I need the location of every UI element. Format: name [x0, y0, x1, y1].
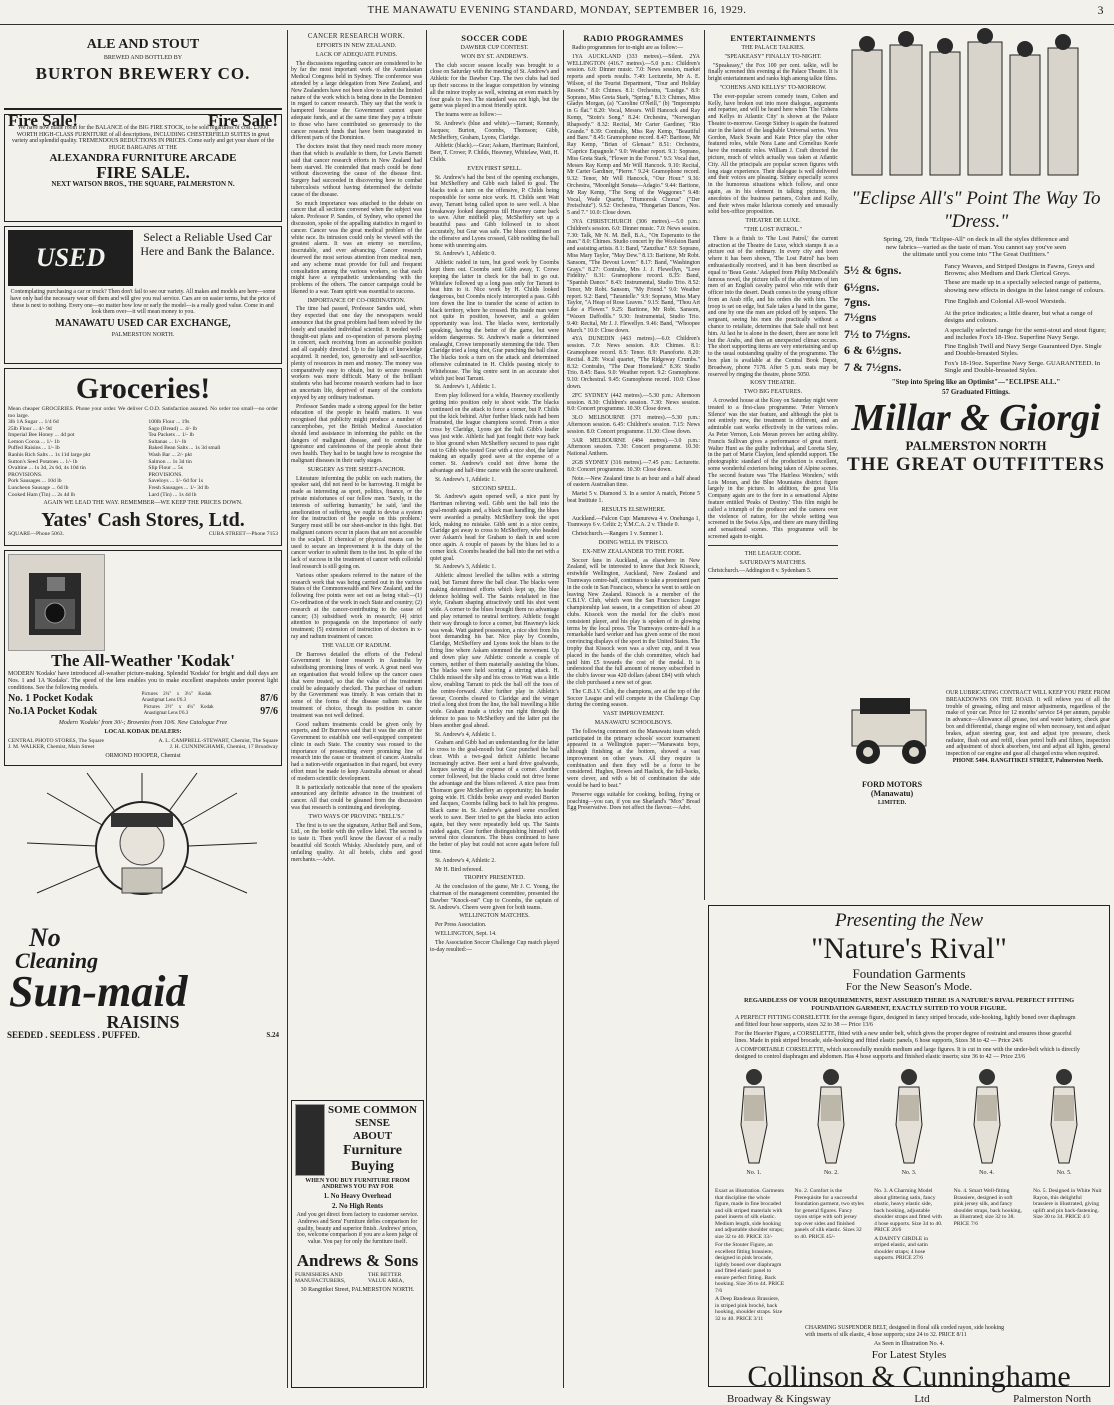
radio-paragraphs-b: [567, 491, 700, 505]
furniture-brand: Andrews & Sons: [296, 1250, 419, 1270]
radio-paragraphs-d: [567, 558, 700, 710]
eclipse-title: "Eclipse All's" Point The Way To "Dress.": [851, 188, 1101, 232]
paragraph: Mr H. Bird refereed.: [435, 866, 483, 873]
kodak-model-2: [8, 705, 278, 718]
kodak-body: MODERN 'Kodaks' have introduced all-weather picture-making. Splendid 'Kodaks' for bright and dull days are Nos. 1 and 1A 'Kodaks'. The speed of the lens enables you to make excellent snapshots under poorest light conditions. See the following models.: [8, 671, 278, 691]
price-description: Fine English Twill and Navy Serge Guaranteed Dye. Single and Double-breasted Styles.: [944, 343, 1102, 358]
rival-a2: Ltd: [914, 1392, 930, 1405]
ford-brand: FORD MOTORS (Manawatu): [861, 780, 923, 798]
soccer-subhead-5: TROPHY PRESENTED.: [464, 875, 525, 882]
price-line: PROVISIONS.: [148, 471, 183, 478]
paragraph: 3YA CHRISTCHURCH (306 metres).—5.0 p.m.: Children's session. 6.0: Dinner music. 7.0: News session. 7.30: Talk, Mr N. M. Bell, B.A., "On Esperanto to the man." 8.0: Chimes. Studio concert by the Woolston Band and assisting artists. 8.1: Band, "Zanzibar." 8.9: Soprano, Miss Mary Taylor, "May Dew." 8.13: Baritone, Mr Robt. Sansom, "The Devout Lover." 8.17: Band, "Washington Grays." 8.27: Contralto, Mrs J. J. Flewellyn, "Love Fidelity." 8.31: Gramophone record. 8.35: Band, "Spanish Dance." 8.43: Instrumental, Studio Trio. 8.52: Tenor, Mr Robt. Sansom, "My Friend." 9.0: Weather report. 9.2: Band, "Tarantelle." 9.9: Soprano, Miss Mary Taylor, "A Heap of Rose Leaves." 9.15: Band, "Thou Art Like a Flower." 9.25: Baritone, Mr Robt. Sansom, "Waxen Daffodils." 9.30: Instrumental, Studio Trio. 9.40: Recital, Mr J. J. Flewellyn. 9.46: Band, "Whoopee March." 10.0: Close down.: [567, 218, 700, 334]
price-row: [844, 343, 1108, 358]
man-illustration: [295, 1104, 325, 1176]
dealer-1: CENTRAL PHOTO STORES, The Square: [8, 737, 104, 744]
price-row: [844, 263, 1108, 278]
millar-slogan: THE GREAT OUTFITTERS: [847, 454, 1105, 476]
figure-illustration: [884, 1065, 934, 1185]
paragraph: St. Andrew's 1, Athletic 1.: [435, 384, 496, 391]
cancer-column: [291, 30, 422, 1090]
rival-desc-col-5: [1033, 1188, 1103, 1322]
soccer-subhead-3: EVEN FIRST SPELL.: [467, 165, 522, 172]
paragraph: 2FC SYDNEY (442 metres).—5.30 p.m.: Afternoon session. 8.30: Children's session. 7.30: News session. 8.0: Concert programme. 10.30: Close down.: [567, 392, 700, 413]
sunmaid-tagline-row: [7, 1029, 279, 1040]
kodak-model-2-spec: Pictures 2½" x 4¼" Kodak Anastigmat Lens f/6.3: [143, 705, 214, 716]
sunmaid-cleaning: Cleaning: [15, 947, 99, 973]
paragraph: The doctors insist that they need much more money than that which is available to them, for Lewis Barnett said that cancer research efforts in New Zealand had been starved. He contended that much could be done without discovering the cause of the disease first. Surgery had succeeded in discovering how to combat tuberculosis without having determined the definite cause of the disease.: [291, 144, 422, 198]
rival-d4: No. 4. Smart Well-fitting Brassiere, designed in soft pink jersey silk, and fancy shoulder straps, back hooking, as illustrated; size 32 to 38. PRICE 7/6: [953, 1188, 1022, 1227]
eclipse-intro: Spring, '29, finds "Eclipse-All" on deck in all the styles difference and new fabrics—varied as the taste of man. You cannot say you've seen the ultimate until you come into "The Great Outfitters.": [883, 236, 1069, 259]
groceries-contact: [8, 531, 278, 538]
rival-seen: As Seen in Illustration No. 4.: [873, 1340, 945, 1347]
sunmaid-brand: Sun-maid: [9, 966, 188, 1016]
kodak-ad: [4, 550, 282, 766]
paragraph: The club soccer season locally was brought to a close on Saturday with the meeting of St. Andrew's and Athletic for the Dawber Cup. The two clubs had tied up their success in the league competition by winning all the minor trophy as well, winning an even match by four goals to two. The standard was not high, but the game was played in a most friendly spirit.: [430, 62, 559, 110]
dealer-3: J. M. WALKER, Chemist, Main Street: [8, 744, 95, 751]
paragraph: Auckland.—Falcon Cup: Manurewa 4 v. Onehunga 1, Tramways 6 v. Celtic 2; Y.M.C.A. 2 v. Thistle 0.: [567, 515, 700, 529]
eclipse-price-list: [844, 263, 1108, 375]
rival-figures: [715, 1065, 1103, 1185]
used-cars-logo: USED Cars: [8, 230, 133, 286]
price-line: Ranhis Rich Salts ... 1s 11d large pkt: [8, 451, 91, 458]
cancer-paragraphs-5: [291, 823, 422, 864]
ford-copy: [942, 690, 1110, 808]
paragraph: WELLINGTON, Sept. 14.: [435, 931, 497, 938]
paragraph: The teams were as follow:—: [435, 112, 502, 119]
rival-l2: For the Heavier Figure, a CORSELETTE, fitted with a new under belt, which gives the proper degree of restraint and ensures those graceful lines. Made in pink striped brocade, side-hooking and fitted elastic panels, 6 hose supports, Sizes 38 to 42 — Price 24/6: [735, 1031, 1072, 1044]
figure-label: No. 1.: [746, 1170, 762, 1176]
radio-subhead-2: DOING WELL IN 'FRISCO.: [598, 539, 669, 546]
kodak-model-2-price: 97/6: [260, 706, 278, 717]
furniture-l1: SOME COMMON SENSE: [328, 1104, 417, 1129]
ford-illustration-block: [842, 690, 942, 808]
price-row: [844, 279, 1108, 294]
radio-subhead-2b: EX-NEW ZEALANDER TO THE FORE.: [582, 548, 685, 555]
paragraph: St. Andrew's 3, Athletic 1.: [435, 564, 496, 571]
cancer-head: CANCER RESEARCH WORK.: [307, 33, 406, 40]
price-line: Tea Packets ... 1/- lb: [148, 432, 194, 439]
groceries-headline: Groceries!: [75, 372, 211, 405]
price-line: Sago (Bread) ... 4/- lb: [148, 425, 198, 432]
rival-figures-row: [715, 1065, 1103, 1185]
league-box: [708, 545, 838, 579]
used-cars-body: Contemplating purchasing a car or truck? Then don't fail to see our variety. All makes and models are here—some have only had the necessary wear off them and will give you real service. Cars are on easier terms, but the price of these is next to nothing. Every one—no matter how low or early the model—is a really good value. Come in and look them over—it will mean money to you.: [10, 289, 276, 316]
paragraph: Athletic (black).—Grar; Askam, Harriman; Rainford, Beer, T. Crowe; P. Childs, Heavney, Whitelaw, Watt, H. Childs.: [430, 143, 559, 163]
price-label: 6½gns.: [844, 279, 880, 294]
paragraph: St. Andrew's had the best of the opening exchanges, but McSheffery and Gibb each failed to goal. The blacks took a turn on the offensive, P. Childs being responsible for some nice work. H. Childs sent Watt away, Tarrant being called upon to save well. A blue breakaway looked dangerous till Heavney came back to save. After midfield play, McSheffery set up a beautiful pass and Gibb followed in to shoot accurately, but Grar was safe. The blues continued on the offensive and Lyons crossed, Gibb nodding the ball home with unerring aim.: [430, 174, 559, 249]
price-line: Sultanas ... 1/- lb: [148, 438, 187, 445]
price-line: Salmon ... 1s 3d tin: [148, 458, 192, 465]
price-description: These are made up in a specially selected range of patterns, showing new effects in designs in the latest range of colours.: [944, 279, 1105, 294]
paragraph: It is particularly noticeable that none of the speakers announced any definite advance in the treatment of cancer. All that could be gleaned from the discussion was that research is continuing and developing.: [291, 784, 422, 812]
ale-brand: BURTON BREWERY CO.: [35, 63, 251, 83]
soccer-subhead-4: SECOND SPELL.: [472, 485, 517, 492]
paragraph: The time had passed, Professor Sandes said, when they expected that one day the newspapers would announce that the great problem had been solved by the lonely and unaided individual scientist. It needed well-thought-out plans and co-operation of persons playing in concert, each receiving from an accessible position and all capably directed. Up to the light of knowledge acquired. It needed, too, generosity and self-sacrifice, plenty of resources in men and money. The money was comparatively easy to obtain, but to secure research workers was more difficult. Many of the brilliant students who had become research workers had to face an uncertain life, deprived of many of the comforts enjoyed by any ordinary tradesman.: [291, 306, 422, 401]
rival-a3: Palmerston North: [1013, 1392, 1091, 1405]
soccer-paragraphs-4: [430, 884, 559, 911]
price-line: PROVISIONS.: [8, 471, 43, 478]
fire-addr: NEXT WATSON BROS., THE SQUARE, PALMERSTON N.: [51, 179, 235, 188]
paragraph: At the conclusion of the game, Mr J. C. Young, the chairman of the management committee, presented the Dawber "Knock-out" Cup to Coombs, the captain of St. Andrew's. Cheers were given for both teams.: [430, 884, 559, 911]
sunmaid-product: RAISINS: [106, 1011, 180, 1032]
furniture-item-1: 1. No Heavy Overhead: [323, 1192, 392, 1200]
rival-address-row: [727, 1393, 1091, 1405]
price-line: Saveloys ... 1/- 6d for 1s: [148, 478, 204, 485]
paragraph: Preserve eggs suitable for cooking, boiling, frying or poaching—you can, if you use Sharland's "Mox" Bread Egg Preservative. Does not affect the flavour.—Advt.: [567, 791, 700, 812]
entertainments-column: [708, 30, 838, 900]
groceries-contact-right: CUBA STREET—Phone 7153: [208, 530, 278, 537]
cancer-paragraphs-2: [291, 306, 422, 464]
groceries-left-list: [8, 419, 138, 498]
dealer-4: J. H. CUNNINGHAME, Chemist, 17 Broadway: [169, 744, 278, 751]
rival-d6: CHARMING SUSPENDER BELT, designed in floral silk corded rayon, side hooking with inserts of silk elastic, 4 hose supports; size 24 to 32. PRICE 8/11: [805, 1325, 1005, 1338]
paragraph: The ever-popular screen comedy team, Cohen and Kelly, have broken out into more dialogue, arguments and repartee, and will be heard here when 'The Cohens and Kellys in Atlantic City' is shown at the Palace Theatre to-morrow. George Sidney is again the featured star in the latest of the laughable Universal series. Vera Gordon, Mack Swain and Kate Price play the other featured roles, while Nora Lane and Cornelius Keefe have the romantic roles. William J. Craft directed the picture, much of which actually was taken at Atlantic City. All the principals are popular screen figures with long stage experience. Their dialogue is well delivered and their voices are pleasing. Sidney especially scores in the humorous situations which follow, and once again, as in his element in talking pictures, the anecdotes of the business partners, Cohen and Kelly, and their wives make hilarious comedy and unusually solid box-office proposition.: [708, 93, 838, 216]
paragraph: Good radium treatments could be given only by experts, and Dr Burrows said that it was the aim of the Government to establish one well-equipped competent clinic in each State. The country was roused to the importance of prosecuting every promising line of research into the cause or treatment of cancer. Australia had a nation-wide organisation in that regard, but every effort must be made to keep Australia abreast or ahead of modern scientific development.: [291, 721, 422, 782]
groceries-slogan: AGAIN WE LEAD THE WAY. REMEMBER—WE KEEP THE PRICES DOWN.: [43, 500, 243, 507]
paragraph: St. Andrew's 4, Athletic 1.: [435, 731, 496, 738]
radio-paragraphs-1: [567, 45, 700, 489]
used-cars-tag: Select a Reliable Used Car Here and Bank the Balance.: [140, 230, 275, 258]
fire-headline: Fire Sale!: [8, 111, 79, 130]
kodak-headline: The All-Weather 'Kodak': [51, 651, 235, 670]
price-line: Luncheon Sausage ... 6d lb: [8, 484, 69, 491]
paragraph: St. Andrew's 1, Athletic 1.: [435, 476, 496, 483]
soccer-paragraphs-5: [430, 922, 559, 953]
used-cars-brand: MANAWATU USED CAR EXCHANGE,: [55, 318, 231, 330]
rival-d2: No. 2. Comfort is the Prerequisite for a successful foundation garment, two styles for general figures. Fancy rayon stripe with soft jersey top over sides and finished panels of silk elastic. Sizes 32 to 40. PRICE 45/-: [794, 1188, 864, 1240]
kodak-model-1-spec: Pictures 2¼" x 3¼" Kodak Anastigmat Lens f/6.3: [141, 692, 212, 703]
figure-illustration: [729, 1065, 779, 1185]
groceries-right-list: [148, 419, 278, 498]
men-illustration: [842, 30, 1110, 180]
entertain-s4: KOSY THEATRE.: [750, 380, 796, 387]
furniture-ad: [291, 1100, 424, 1388]
ford-ltd: LIMITED.: [877, 800, 907, 806]
camera-illustration: [8, 554, 105, 651]
cancer-subhead-3: THE VALUE OF RADIUM.: [321, 642, 392, 649]
price-line: Baked Bean Salts ... 1s 3d small: [148, 445, 221, 452]
price-line: Lemon Cocoa ... 1/- 1b: [8, 438, 60, 445]
paragraph: Marist 5 v. Diamond 3. In a senior A match, Petone 5 beat Institute 1.: [567, 491, 700, 504]
price-label: 7½ to 7½gns.: [844, 326, 911, 341]
soccer-head: SOCCER CODE: [461, 33, 528, 43]
ford-phone: PHONE 5404. RANGITIKEI STREET, Palmerston North.: [952, 757, 1104, 764]
rival-latest: For Latest Styles: [871, 1348, 947, 1361]
kodak-model-2-name: No.1A Pocket Kodak: [8, 706, 98, 717]
ale-sub: BREWED AND BOTTLED BY: [103, 55, 183, 61]
price-line: Puffed Raisins ... 1/- lb: [8, 445, 60, 452]
rival-pre: Presenting the New: [834, 910, 984, 931]
radio-subhead-3b: MANAWATU SCHOOLBOYS.: [594, 719, 673, 726]
entertain-s2: "COHENS AND KELLYS" TO-MORROW.: [719, 84, 827, 91]
paragraph: The following comment on the Manawatu team which participated in the primary schools' soccer tournament appeared in a Wellington paper:—"Manawatu boys, although finishing at the bottom, showed a vast improvement on other years. All they require is combination and then they will be a force to be considered. Hughes, Dowes and Hasluck, the full-backs, were clever, and with a bit of combination the side would be hard to beat.": [567, 728, 700, 790]
price-description: Fancy Weaves, and Striped Designs in Fawns, Greys and Browns; also Medium and Dark Clerical Greys.: [944, 262, 1095, 278]
radio-paragraphs-e: [567, 729, 700, 813]
paragraph: Even play followed for a while, Heavney excellently getting into position only to shoot wide. The blacks continued on the attack to force a corner, but P. Childs put the kick behind. After further black raids had been frustrated, the league champions scored. From a nice cross by Claridge, Lyons got the ball. Gibb's leader was just wide. Athletic had just fought their way back to blue ground when McSheffery secured to pass right out to Gibb who tested Grar with a nice shot, the latter making an equally good save at the expense of a corner. St. Andrew's could not drive home the advantage and half-time came with the score unaltered.: [430, 393, 559, 475]
price-line: Lard (Tin) ... 1s 4d lb: [148, 491, 197, 498]
furniture-l2: ABOUT: [352, 1130, 393, 1142]
kodak-dealers-row-2: [8, 744, 278, 751]
radio-column: [567, 30, 700, 1388]
paragraph: St. Andrew's 1, Athletic 0.: [435, 251, 496, 258]
fire-store: ALEXANDRA FURNITURE ARCADE: [49, 151, 237, 164]
ford-text: OUR LUBRICATING CONTRACT WILL KEEP YOU FREE FROM BREAKDOWNS ON THE ROAD. It will relieve you of all the trouble of greasing, oiling and minor adjustments, regardless of the make of your car. Price for 12 months' service £4 per annum, payable in advance—Allowance all grease, test and water battery, check gear box and differential, change engine oil when necessary, test and adjust brakes, adjust steering gear, test and adjust tyre pressure, check radiator, flush out and refill, clean petrol bulb and filters, inspection and adjustment of shock absorbers, test and adjust all lights, general inspection of car engine and gear all charged extra when required.: [946, 690, 1110, 758]
fire-headlines: [8, 111, 278, 130]
paragraph: The Association Soccer Challenge Cup match played to-day resulted:—: [430, 939, 559, 953]
league-sub: SATURDAY'S MATCHES.: [739, 559, 807, 566]
furniture-foot: [295, 1272, 420, 1285]
paragraph: Dr Barrows detailed the efforts of the Federal Government to foster research in Australia by subsidising promising lines of work. A great need was an organisation that would follow up the cancer cases that were treated, so that the value of the treatment could be adequately checked. The purchase of radium by the Government was timely. It was certain that in some of the forms of the disease radium was the treatment of choice, though its position in cancer treatment was not well defined.: [291, 651, 422, 719]
entertain-s1: THE PALACE TALKIES.: [741, 45, 805, 51]
ale-ad: [4, 30, 282, 110]
price-line: Ovaltine ... 1s 3d, 2s 6d, 4s 10d tin: [8, 465, 86, 472]
left-ads-column: [4, 30, 282, 1388]
figure-illustration: [806, 1065, 856, 1185]
groceries-contact-left: SQUARE—Phone 5063.: [8, 530, 64, 537]
rival-desc-col-3: [874, 1188, 944, 1322]
entertain-paragraphs-2: [708, 94, 838, 216]
price-line: Cooked Ham (Tin) ... 2s 4d lb: [8, 491, 76, 498]
natures-rival-ad: [708, 905, 1110, 1405]
rival-d1c: A Deep Bandeaux Brassiere, in striped pink broché, back hooking, shoulder straps. Size 32 to 40. PRICE 3/11: [715, 1296, 783, 1322]
price-line: 25lb Flour ... 4/- 9d: [8, 425, 52, 432]
price-description: A specially selected range for the semi-stout and stout figure; and includes Fox's 18-19oz. Superfine Navy Serge.: [944, 326, 1107, 341]
price-description: Fine English and Colonial All-wool Worsteds.: [944, 298, 1067, 306]
kodak-model-1-price: 87/6: [260, 693, 278, 704]
ford-inner: [842, 690, 1110, 808]
figure-label: No. 4.: [979, 1170, 994, 1176]
price-label: 7gns.: [844, 294, 871, 309]
masthead-rule: [0, 24, 1114, 25]
page-number: 3: [1097, 3, 1104, 17]
groceries-intro: Mean cheaper GROCERIES. Phone your order. We deliver C.O.D. Satisfaction assured. No order too small—no order too large.: [8, 406, 278, 419]
price-line: 3lb 1A Sugar ... 1/4 6d: [8, 419, 59, 425]
ford-ad: [842, 690, 1110, 815]
paragraph: Note.—New Zealand time is an hour and a half ahead of eastern Australian time.: [567, 475, 700, 489]
entertain-head: ENTERTAINMENTS: [730, 33, 816, 43]
furniture-addr: 30 Rangitikei Street, PALMERSTON NORTH.: [300, 1286, 415, 1293]
furniture-foot-left: FURNISHERS AND MANUFACTURERS,: [295, 1271, 346, 1285]
entertain-s1b: "SPEAKEASY" FINALLY TO-NIGHT.: [724, 53, 822, 60]
figure-illustration: [1039, 1065, 1089, 1185]
cancer-sub: EFFORTS IN NEW ZEALAND.: [316, 43, 397, 49]
paragraph: There is a finish to 'The Lost Patrol,' the current attraction at the Theatre de Luxe, which stamps it as a picture out of the ordinary. In every city and town where it has been shown, 'The Lost Patrol' has been enthusiastically received, and it has been described as equal to 'Beau Geste.' Adapted from Philip McDonald's famous novel, the picture tells of the adventures of ten men of an English cavalry patrol who ride with their officer into the desert. Death comes to the young officer from an Arab rifle, and his orders die with him. The troop is set on edge, but Sale takes a hand in the game, and one by one the men are picked off by snipers. The sergeant, seeing his men die practically without a chance to retaliate, determines that Sale shall not best him. At last he is alone in the desert, there are none left but the Arabs, and then an unexpected climax occurs. The short supporting items are very entertaining and up to the usual outstanding quality of the programme. The box plan is available at the Central Book Depot, Broadway, phone 7178. After 5 p.m. seats may be reserved by ringing the theatre, phone 5050.: [708, 235, 838, 378]
rival-a1: Broadway & Kingsway: [727, 1392, 831, 1405]
millar-giorgi-ad: [842, 30, 1110, 690]
soccer-paragraphs-3: [430, 494, 559, 873]
sunmaid-no: No: [29, 922, 61, 952]
price-row: [844, 310, 1108, 325]
kodak-model-1-name: No. 1 Pocket Kodak: [8, 693, 93, 704]
soccer-sub-2: WON BY ST. ANDREW'S.: [461, 53, 528, 60]
cancer-paragraphs-3: [291, 476, 422, 641]
kodak-dealers: LOCAL KODAK DEALERS:: [104, 728, 182, 735]
kodak-top: [8, 554, 278, 651]
price-line: Pork Sausages ... 10d lb: [8, 478, 62, 485]
rival-title: "Nature's Rival": [811, 932, 1007, 965]
column-rule: [704, 30, 705, 900]
sunmaid-code: S.24: [266, 1030, 279, 1039]
rival-d1: Exact as illustration. Garments that discipline the whole figure, made in fine brocaded and silk striped materials with panel inserts of silk elastic. Medium length, side hooking and adjustable shoulder straps; size 32 to 40. PRICE 33/-: [715, 1188, 784, 1240]
cancer-subhead-4: TWO WAYS OF PROVING "BELL'S.": [308, 813, 405, 820]
entertain-s4b: TWO BIG FEATURES.: [743, 389, 803, 396]
fire-sale-label: FIRE SALE.: [96, 162, 190, 182]
price-description: At the price indicates; a little dearer, but what a range of designs and colours.: [944, 309, 1093, 325]
column-rule: [287, 30, 288, 1388]
sunmaid-tag: SEEDED . SEEDLESS . PUFFED.: [7, 1029, 140, 1040]
price-label: 7 & 7½gns.: [844, 360, 902, 375]
radio-paragraphs-c: [567, 516, 700, 538]
price-line: Sutton's Seed Potatoes ... 1/- lb: [8, 458, 78, 465]
price-line: Imperial Bee Honey ... 4d pot: [8, 432, 75, 439]
paragraph: St. Andrew's again opened well, a nice punt by Harriman relieving well. Gibb sent the ball into the goal-mouth again and, a black man handling, the blues were awarded a penalty. McSheffery took the spot kick, making no mistake. Gibb sent in a nice centre, Claridge got away to cross to McSheffery, who headed over Askam's head for Graham to dash in and score once again. A couple of passes by the blues led to a corner kick. Coombs headed the ball into the net with a quiet goal.: [430, 494, 559, 562]
price-label: 7½gns: [844, 310, 877, 325]
furniture-item-2: 2. No High Rents: [332, 1202, 383, 1210]
rival-d1b: For the Stouter Figure, an excellent fitting brassiere, designed in pink brocade, lightly boned over diaphragm and fitted elastic panel to ensure perfect fitting. Back hooking. Size 36 to 44. PRICE 7/6: [715, 1242, 785, 1294]
figure-illustration: [962, 1065, 1012, 1185]
price-line: Slip Flour ... 5s: [148, 465, 183, 472]
groceries-ad: [4, 368, 282, 546]
camera-icon: [9, 555, 104, 650]
rival-sub2: For the New Season's Mode.: [845, 981, 973, 993]
paragraph: Professor Sandes made a strong appeal for the better education of the people in health matters. It was recognised that publicity might produce a number of cancerphobes, yet the British Medical Association should lend assistance in informing the public on the dangers of malignant disease, and to combat the ignorance and carelessness of the people about their own health. They had to be taught how to recognise the malignant diseases in their early stages.: [291, 403, 422, 465]
groceries-price-lists: [8, 419, 278, 498]
radio-subhead-1: RESULTS ELSEWHERE.: [601, 506, 666, 513]
sunburst-illustration: [7, 773, 277, 923]
paragraph: Soccer fans in Auckland, as elsewhere in New Zealand, will be interested to know that Jock Kissock, erstwhile Wellington, Auckland, New Zealand and Tramways centre-half, continues to take a prominent part in the code in San Francisco, whence he went to settle on leaving New Zealand. Kissock is a member of the C.B.I.V. Club, which won the San Francisco League championship last season, in a competition of about 20 clubs. Kissock won the medal for the club's most consistent player, and his play is spoken of in glowing terms by the local press. The Tramways centre-half is a remarkable hard worker and has given some of the most convincing displays of the sport in the United States. The trophy that Kissock won was a silver cup, and it was placed in the hands of the club committee, which had paid him £5 towards the cost of the medal. It is understood that the full amount of money subscribed in the club's favour was 420 dollars (about £84) with which the club purchased a new set of gear.: [567, 557, 700, 686]
rival-desc-col-1: [715, 1188, 785, 1322]
rival-descriptions: [715, 1188, 1103, 1322]
paragraph: Literature informing the public on such matters, the speaker said, did not need to be harrowing. It might be made as interesting as sport, politics, finance, or the private misfortunes of our fellow men. 'Surely, in the interests of suffering humanity,' he said, 'and the amelioration of suffering, we ought to devise a system for the instruction of the people on this problem.' Surgery must still be our sheet-anchor in this fight. But malignant cancers occur in places that are not accessible to the scalpel. If chemical or physical means can be used to secure an improvement it is the duty of the cancer worker to submit them to the test. In spite of the lack of success in the treatment of cancer with colloidal lead research is still going on.: [291, 475, 422, 570]
figure-label: No. 5.: [1056, 1170, 1072, 1176]
paragraph: Various other speakers referred to the nature of the research work that was being carried out in the various States of the Commonwealth and New Zealand, and the following five points were set out as being vital:—(1) Co-ordination of the work in each State and country; (2) research at the cancer-contributing to the cause of cancer; (3) subsidised work in research; (4) strict attention to propaganda on the importance of early treatment; (5) extension of instruction of doctors in x-ray and radium treatment of cancer.: [291, 572, 422, 640]
column-rule: [563, 30, 564, 1388]
soccer-paragraphs-1: [430, 63, 559, 164]
cancer-subhead-1: IMPORTANCE OF CO-ORDINATION.: [307, 297, 406, 304]
paragraph: Athletic raided in turn, but good work by Coombs kept them out. Coombs sent Gibb away, T. Crowe keeping the latter in check for the ball to go out. Whitelaw followed up a long pass only for Tarrant to beat him to it. Nice work by H. Childs looked dangerous, but Coombs nicely intercepted a pass. Gibb tore down the line to transfer the scene of action to black territory, where he crossed. His inside man were not quite in position, however, and a golden opportunity was lost. The blacks were, territorially speaking, having the better of the game, but were seldom dangerous. St. Andrew's made a determined onslaught, Crowe temporarily stemming the tide. Then Claridge tried a long shot, Grar punching the ball clear. The blacks took a turn on the attack and determined offensive culminated in H. Childs passing nicely to Whitehouse. The big centre sent in an accurate shot which just beat Tarrant.: [430, 260, 559, 382]
paragraph: The first is to see the signature, Arthur Bell and Sons, Ltd., on the bottle with the yellow label. The second is to taste it. Then you'll know the flavour of a really beautiful old Scotch Whisky. Absolutely pure, and of unfailing quality. At all hotels, clubs and good merchants.—Advt.: [291, 822, 422, 863]
radio-subhead-3: VAST IMPROVEMENT.: [602, 711, 665, 718]
column-rule: [426, 30, 427, 1388]
cancer-paragraphs-1: [291, 61, 422, 296]
cancer-subhead-2: SURGERY AS THE SHEET-ANCHOR.: [307, 466, 406, 473]
paragraph: Per Press Association.: [435, 922, 487, 929]
entertain-paragraphs-4: [708, 398, 838, 541]
furniture-foot-right: THE BETTER VALUE AREA,: [368, 1271, 404, 1285]
price-line: Wash Bar ... 2/- pkt: [148, 451, 192, 458]
rival-reg: REGARDLESS OF YOUR REQUIREMENTS, REST ASSURED THERE IS A NATURE'S RIVAL PERFECT FITTING FOUNDATION GARMENT, EXACTLY SUITED TO YOUR FIGURE.: [743, 997, 1075, 1012]
rival-d5: No. 5. Designed in White Nuit Rayon, this delightful brassiere is illustrated, giving uplift and pin back-fastening. Size 30 to 34. PRICE 4/3: [1033, 1188, 1102, 1220]
sunmaid-ad: [4, 770, 282, 1040]
paragraph: A crowded house at the Kosy on Saturday night were treated to a first-class programme. 'Peter Vernon's Silence' was the star feature, and although the plot is not entirely new, the treatment is different, and an admirable cast works effectively in the various roles. As Peter Vernon, Lois Moran proves her acting ability. Francis Sullivan gives a performance of great merit. Walter Hunt as the guilty individual, and Loretta Sley, in the part of Marie Clayton, lend splendid support. The photographic standard of the production is excellent, some wonderful exteriors being taken of Alpine scenes. The second feature was 'The Hairless Wonders,' with Lois Moran, and the Blue Mountains district figure largely in the picture. In addition, the great Ufa Company again are to the fore in a sensational Alpine feature entitled 'Peaks of Destiny.' This film might be called a triumph of the producer and the camera over the violence of nature, for the whole setting was screened in the Swiss Alps, and there are many thrilling and sensational scenes. This programme will be screened again to-night.: [708, 398, 838, 540]
used-cars-ad: [4, 226, 282, 364]
paragraph: 1YA AUCKLAND (333 metres).—Silent. 2YA WELLINGTON (416.7 metres).—5.0 p.m.: Children's session. 6.0: Dinner music. 7.0: News session, market reports and sports results. 7.40: Lecturette, Mr A. E. Wilson, of the Tourist Department, "Tour and Holiday Resorts." 8.0: Chimes. 8.1: Orchestra, "Lustige." 8.9: Soprano, Miss Greta Stark, "Spring." 8.13: Chimes, Miss Gladys Morgan, (a) "Caroline O'Neill," (b) "Impromptu in G flat." 8.20: Vocal, Messrs. Will Hancock and Ray Kemp, "Stoin's Song." 8.24: Orchestra, "Norwegian Rhapsody." 8.32: Recital, Mr Carter Gardiner, "Rio Grande." 8.39: Contralto, Miss Ray Kemp, "Beautiful and Bare." 8.45: Gramophone record. 8.47: Baritone, Mr Ray Kemp, "Brian of Glenaar." 8.51: Orchestra, "Caprice Espagnole." 9.0: Weather report. 9.1: Soprano, Miss Greta Stark, "Flower in the Forest." 9.5: Vocal duet, Messrs Ray Kemp and Mr Will Hancock. 9.10: Recital, Mr Carter Gardiner, "Pierre." 9.24: Gramophone record. 9.32: Tenor, Mr Will Hancock, "Our Hour." 9.36: Orchestra, "Moonlight Sonata—Adagio." 9.44: Baritone, Mr Ray Kemp, "The Song of the Waggoner." 9.48: Vocal, Wade Quartet, "Humoresk Chorus" ("Der Freischutz"). 9.52: Orchestra, "Hungarian Dances, Nos. 5 and 7." 10.0: Close down.: [567, 53, 700, 217]
radio-head: RADIO PROGRAMMES: [583, 33, 684, 43]
entertain-paragraphs-1: [708, 63, 838, 83]
rival-l1: A PERFECT FITTING CORSELETTE for the average figure, designed in fancy striped brocade, side-hooking, lightly boned over diaphragm and fitted four hose supports, sizes 32 to 38 — Price 13/6: [735, 1015, 1076, 1028]
millar-city: PALMERSTON NORTH: [905, 438, 1047, 454]
masthead-title: THE MANAWATU EVENING STANDARD, MONDAY, SEPTEMBER 16, 1929.: [367, 5, 747, 16]
figure-label: No. 2.: [823, 1170, 839, 1176]
car-illustration: [842, 690, 942, 775]
paragraph: St. Andrew's (blue and white).—Tarrant; Kennedy, Jacques; Burton, Coombs, Thomson; Gibb, McSheffery, Graham, Lyons, Claridge.: [430, 120, 559, 141]
furniture-body: And you get direct from factory to customer service. Andrews and Sons' Furniture defies comparison for quality, beauty and superior finish. Andrews' prices, too, welcome comparison if you are a keen judge of value. You pay for only the furniture itself.: [296, 1212, 419, 1246]
dealer-2: A. L. CAMPBELL-STEWART, Chemist, The Square: [158, 737, 278, 744]
groceries-store: Yates' Cash Stores, Ltd.: [41, 508, 245, 531]
paragraph: St. Andrew's 4, Athletic 2.: [435, 857, 496, 864]
rival-brand: Collinson & Cunninghame: [747, 1359, 1071, 1393]
used-cars-addr: PALMERSTON NORTH.: [111, 332, 175, 339]
price-row: [844, 327, 1108, 342]
cancer-paragraphs-4: [291, 652, 422, 812]
paragraph: 2GB SYDNEY (316 metres).—7.45 p.m.: Lecturette. 8.0: Concert programme. 10.30: Close down.: [567, 460, 700, 473]
price-label: 5½ & 6gns.: [844, 263, 902, 278]
rival-d3: No. 3. A Charming Model about glittering satin, fancy elastic, heavy elastic side, back hooking, adjustable shoulder straps and fitted with 4 hose supports. Size 34 to 40. PRICE 26/6: [874, 1188, 943, 1233]
rival-sub: Foundation Garments: [852, 966, 966, 981]
furniture-top: [295, 1104, 420, 1176]
eclipse-tag: "Step into Spring like an Optimist"—"ECLIPSE ALL.": [891, 378, 1061, 387]
rival-l3: A COMFORTABLE CORSELETTE, which successfully moulds medium and large figures. It is cut in one with the under-belt which is directly designed to control diaphragm and abdomen. Has 4 hose supports and finished elastic inserts; size 36 to 42 — Price 23/6: [735, 1047, 1080, 1060]
cancer-sub-2: LACK OF ADEQUATE FUNDS.: [315, 51, 398, 58]
soccer-subhead-6: WELLINGTON MATCHES.: [459, 913, 530, 920]
kodak-model-1: [8, 692, 278, 705]
paragraph: Athletic almost levelled the tallies with a stirring raid, but Tarrant threw the ball clear. The blacks were making determined efforts which kept up, the blue defence holding well. The Saints retaliated in fine style, Graham shaping attractively until his shot went wide. A corner to the blues brought them no advantage and play returned to neutral territory. Athletic fought their way through to force a corner, but Heavney's kick was weak. Watt gained possession, a nice shot from his boot demanding his bar. Nice play by Coombs, Claridge, McSheffery and Lyons took the blues to the firing line where Askam stemmed the movement. Up and down play saw Athletic concede a couple of corners, neither of them materially assisting the blues. The blacks were held scoring a stirring attack. H. Childs missed the slip and his cross to Watt was a little slow, enabling Tarrant to pick the ball off the toes of the centre-forward. After further play in Athletic's favour, Coombs cleared to Claridge and the winger tried a long shot from the line, the ball travelling a little wide. Graham made a tricky run right through the defence to pass to McSheffery and the latter put the blues another goal ahead.: [430, 573, 559, 729]
entertain-s3b: "THE LOST PATROL.": [743, 226, 803, 233]
paragraph: Radio programmes for to-night are as follow:—: [572, 45, 684, 51]
paragraph: 4YA DUNEDIN (463 metres).—6.0: Children's session. 7.0: News session. 8.0: Chimes. 8.1: Gramophone record. 8.5: Tenor. 8.9: Pianoforte. 8.20: Recital. 8.28: Vocal quartet, "The Ridgeway Crumbs." 8.32: Contralto, "The Dear Homeland." 8.36: Studio Trio. 8.45: Bass. 9.0: Weather report. 9.2: Gramophone. 9.10: Orchestral. 9.45: Gramophone record. 10.0: Close down.: [567, 336, 700, 391]
paragraph: The discussions regarding cancer are considered to be by far the most important work of the Australasian Medical Congress held in Sydney. The conference was attended by a large delegation from New Zealand, and New Zealanders have not been slow to admit the limited nature of the work which is being done in the Dominion in regard to cancer research. They say that the work is hampered because the Government cannot spare adequate funds, and at the same time they pay a tribute to those who have contributed so generously to the cancer research funds that have been inaugurated in different parts of the Dominion.: [291, 60, 422, 142]
dealer-5: ORMOND HOOPER, Chemist: [105, 752, 181, 759]
furniture-l4: WHEN YOU BUY FURNITURE FROM ANDREWS YOU PAY FOR: [305, 1178, 410, 1190]
soccer-column: [430, 30, 559, 1388]
paragraph: 3LO MELBOURNE (371 metres).—5.30 p.m.: Afternoon session. 6.45: Children's session. 7.15: News session. 8.0: Concert programme. 11.30: Close down.: [567, 415, 700, 435]
fire-headline-2: Fire Sale!: [207, 111, 278, 130]
fire-sale-ad: [4, 111, 282, 222]
soccer-paragraphs-2: [430, 175, 559, 484]
price-row: [844, 360, 1108, 375]
paragraph: Graham and Gibb had an understanding for the latter to cross to the goal-mouth but Grar punched the ball clear. With a two-goal deficit Athletic became increasingly active. Beer sent a hard drive goalwards, Jacques saving at the expense of a corner. Another corner followed, but the blacks could not drive home the advantage and the blues relieved. A nice pass from Thomson gave McSheffery an opportunity; his header going wide. H. Childs broke away and evaded Burton and Jacques, Coombs falling back to halt his progress. Black came in. St. Andrew's gained some excellent work to save. Beer tried to get the blacks into action again, but they were repeatedly held up. The Saints raided again, Grar further distinguishing himself with several nice clearances. The blues continued to have the better of play but could not score again before full time.: [430, 740, 559, 856]
figure-label: No. 3.: [901, 1170, 917, 1176]
rival-d3b: A DAINTY GIRDLE in striped elastic, and satin shoulder straps; 4 hose supports. PRICE 27/6: [874, 1235, 929, 1261]
league-head: THE LEAGUE CODE.: [744, 550, 802, 557]
masthead: [0, 0, 1114, 22]
fire-body: We have now made room for the BALANCE of the BIG FIRE STOCK, to be sold regardless of cost. £3000 WORTH HIGH-CLASS FURNITURE of all descriptions, INCLUDING CHESTERFIELD SUITES in great variety and splendid quality. TREMENDOUS REDUCTIONS IN PRICES. Come early and get your share of the HUGE BARGAINS AT THE: [11, 124, 275, 152]
paragraph: The C.B.I.V. Club, the champions, are at the top of the Soccer League and will compete in the Challenge Cup during the coming season.: [567, 688, 700, 709]
price-label: 6 & 6½gns.: [844, 343, 902, 358]
paragraph: Christchurch.—Rangers 1 v. Sumner 1.: [572, 531, 664, 538]
paragraph: 3AR MELBOURNE (484 metres).—3.0 p.m.: Afternoon session. 7.30: Concert programme. 10.30: National Anthem.: [567, 437, 700, 458]
price-description: Fox's 18-19oz. Superfine Navy Serge. GUARANTEED. In Single and Double-breasted Styles.: [944, 359, 1101, 375]
price-row: [844, 296, 1108, 308]
ale-title: ALE AND STOUT: [86, 37, 200, 52]
price-line: Fresh Sausages ... 1/- 3d lb: [148, 484, 209, 491]
millar-brand: Millar & Giorgi: [851, 397, 1101, 440]
kodak-foot: Modern 'Kodaks' from 30/-; Brownies from 10/6. New Catalogue Free: [58, 720, 228, 726]
paragraph: "Speakeasy," the Fox 100 per cent. talkie, will be finally screened this evening at the Palace Theatre. It is bright entertainment and ranks high among talkie films.: [708, 62, 838, 83]
paragraph: So much importance was attached to the debate on cancer that all sections convened when the subject was taken. Professor P. Sandes, of Sydney, who opened the discussion, spoke of the appalling statistics in regard to cancer. Cancer was the great medical problem of the white race. Its intrusion could only be viewed with the greatest alarm. It was an enemy so merciless, inscrutable, and ever advancing. Cancer research deserved the most serious attention from medical men, and any scheme must provide for full and frequent consultation among the various workers, so that each might have a sympathetic understanding with the problems of the others. The cancer campaign could be likened to a war. Team spirit was essential to success.: [291, 200, 422, 295]
eclipse-count: 57 Graduated Fittings.: [942, 388, 1010, 397]
soccer-sub: DAWBER CUP CONTEST.: [460, 45, 529, 51]
furniture-l3: Furniture Buying: [343, 1143, 402, 1174]
league-text: Christchurch.—Addington 8 v. Sydenham 5.: [708, 568, 812, 575]
price-line: 100lb Flour ... 19s: [148, 419, 190, 425]
entertain-paragraphs-3: [708, 236, 838, 379]
entertain-s3: THEATRE DE LUXE.: [745, 218, 801, 225]
